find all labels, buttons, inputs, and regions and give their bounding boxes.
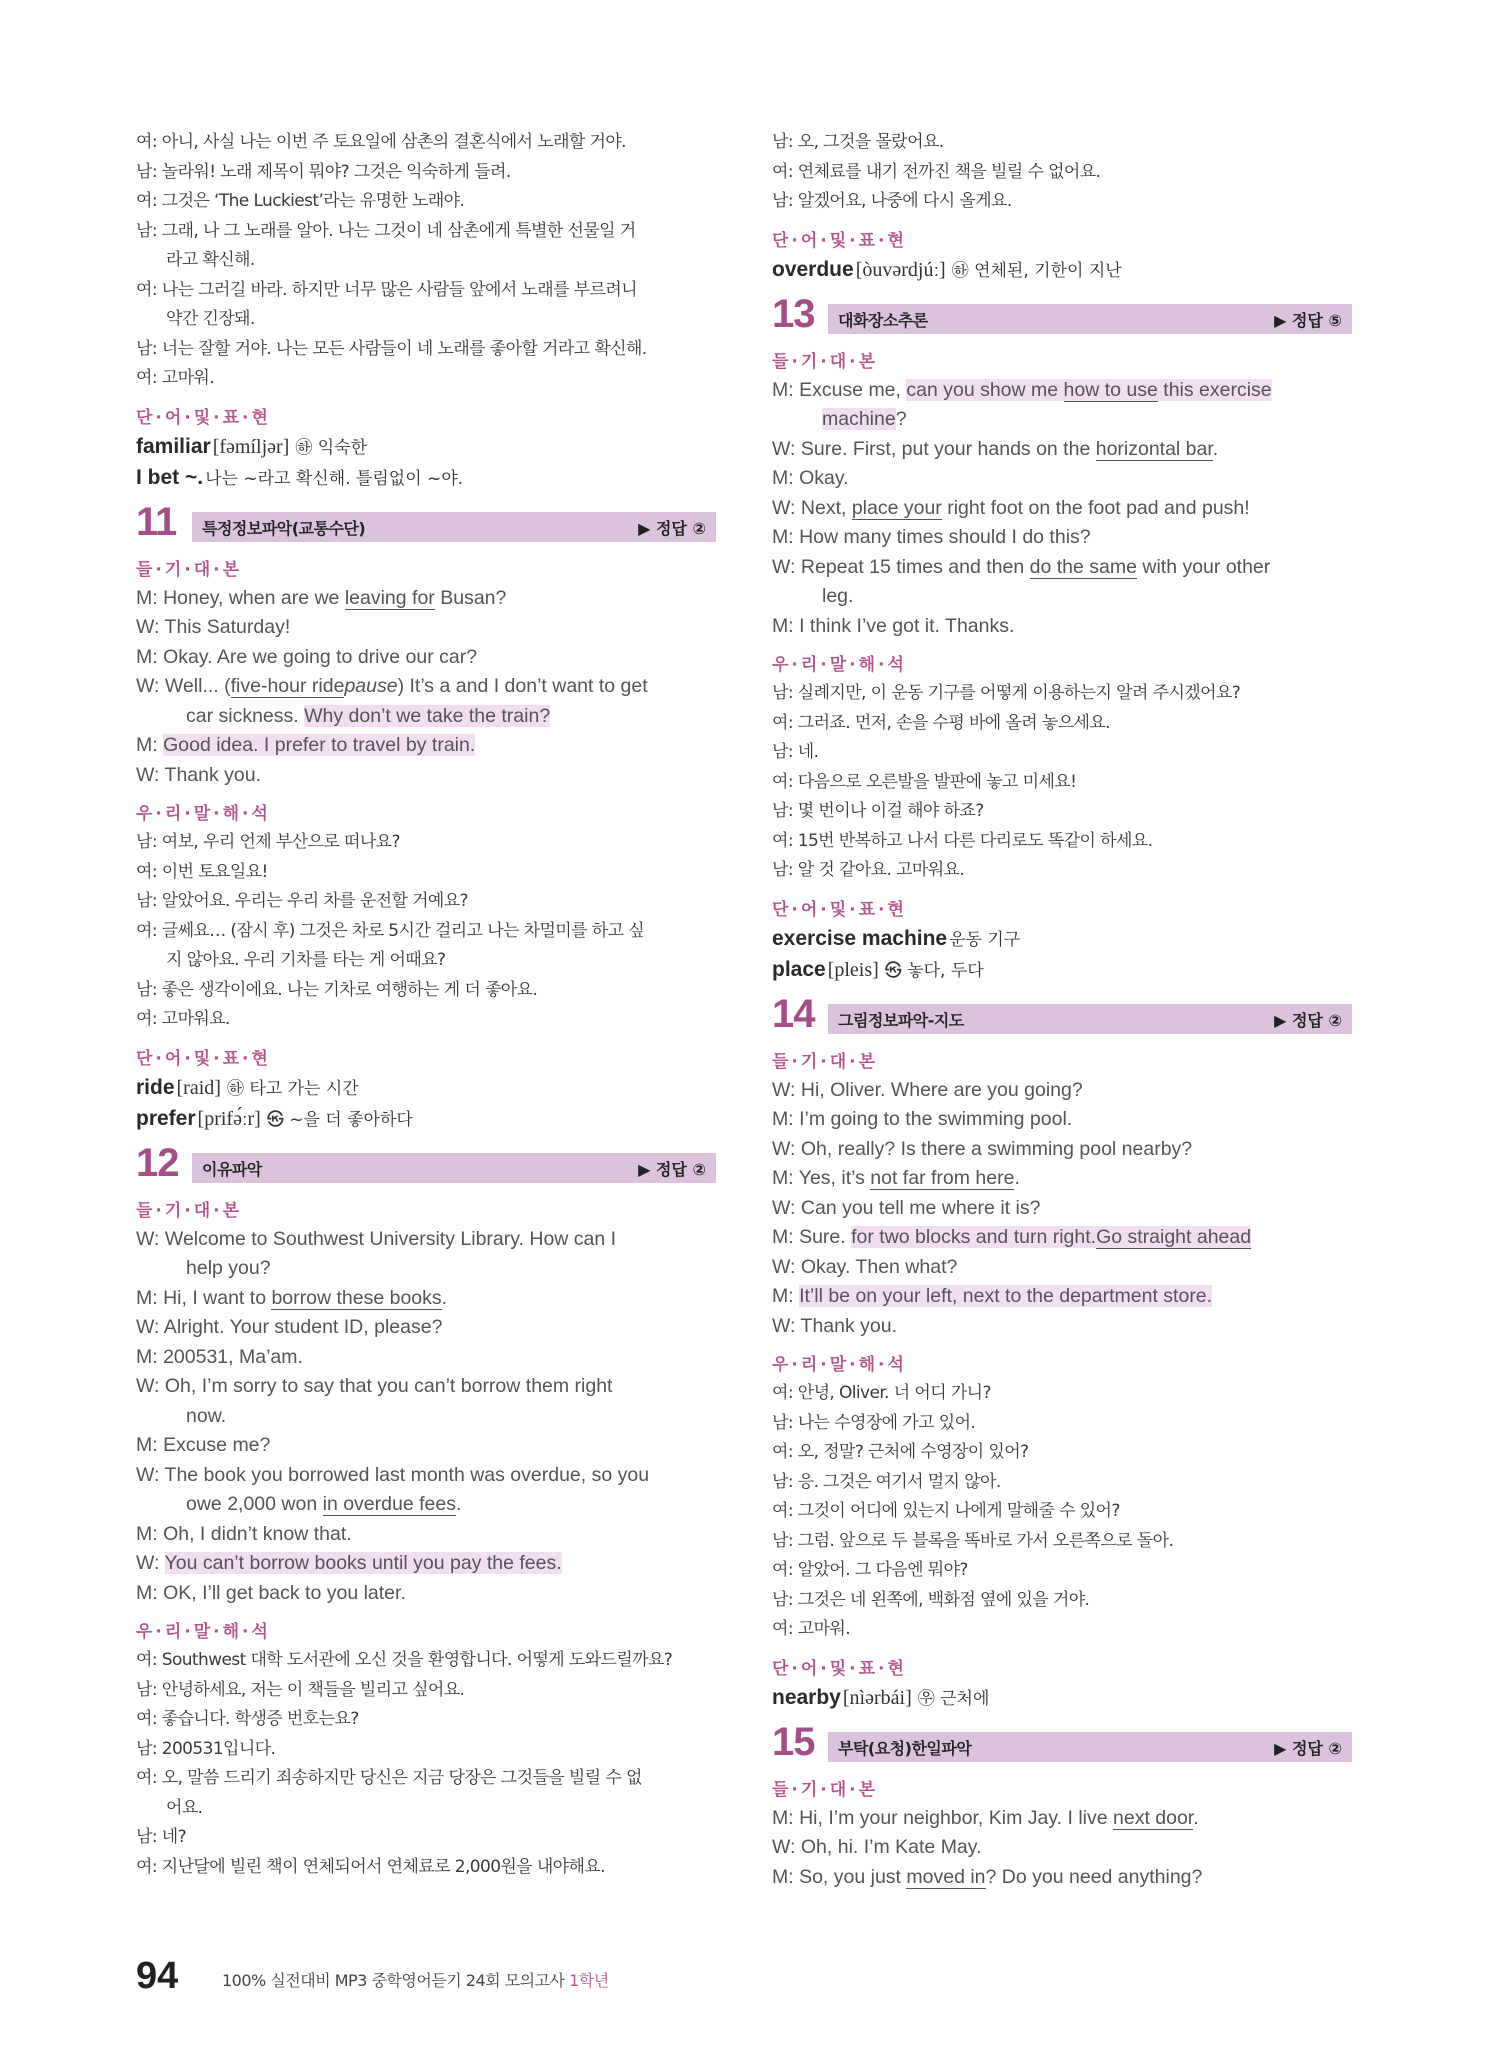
vocab-meaning: ㉻ 타고 가는 시간 [226,1078,359,1099]
script-text: M: Hi, I’m your neighbor, Kim Jay. I live [772,1806,1113,1829]
highlighted-answer: Why don’t we take the train? [304,704,551,727]
vocab-word: exercise machine [772,926,948,950]
vocab-entry [136,463,716,494]
highlighted-answer: It’ll be on your left, next to the department store. [799,1285,1213,1307]
question-header [772,291,1352,338]
translation-line: 남: 놀라워! 노래 제목이 뭐야? 그것은 익숙하게 들려. [136,161,511,182]
script-text: . [1212,437,1219,460]
script-text: M: Honey, when are we [136,586,345,609]
question-type-bar [192,1153,716,1183]
script-line [136,584,716,614]
highlighted-answer: You can’t borrow books until you pay the fees. [164,1552,562,1574]
translation-line: 남: 알겠어요, 나중에 다시 올게요. [772,191,1012,211]
script-text: W: Okay. Then what? [772,1255,958,1278]
script-text: W: Thank you. [772,1314,898,1337]
script-text: W: The book you borrowed last month was overdue, so you [136,1463,650,1486]
underlined-phrase: leaving for [344,586,435,609]
script-text: W: Oh, hi. I’m Kate May. [772,1836,982,1858]
vocab-meaning: ㉿ 놓다, 두다 [884,960,984,981]
script-text: car sickness. [186,704,305,727]
translation-line: 여: 안녕, Oliver. 너 어디 가니? [772,1383,991,1403]
translation-line: 어요. [166,1797,203,1818]
question-number: 12 [136,1140,179,1185]
script-text: M: [772,1285,800,1307]
translation-line: 남: 오, 그것을 몰랐어요. [772,132,944,152]
script-text: M: Yes, it’s [772,1167,871,1189]
translation-line: 여: 그것이 어디에 있는지 나에게 말해줄 수 있어? [772,1501,1120,1521]
script-line [772,1076,1352,1106]
vocab-meaning: ㉿ ~을 더 좋아하다 [266,1109,413,1130]
script-text: M: Okay. Are we going to drive our car? [136,645,478,668]
script-line [772,435,1352,465]
translation-line: 남: 나는 수영장에 가고 있어. [772,1412,976,1433]
underlined-phrase: borrow these books [271,1286,442,1309]
translation-line: 여: 나는 그러길 바라. 하지만 너무 많은 사람들 앞에서 노래를 부르려니 [136,279,637,300]
question-type-bar [828,304,1352,334]
question-header [772,991,1352,1038]
answer-label: ▶ 정답 ② [638,518,706,538]
script-line [136,672,716,702]
question-number: 15 [772,1719,815,1764]
script-text: M: I think I’ve got it. Thanks. [772,614,1015,637]
script-text: W: Hi, Oliver. Where are you going? [772,1078,1083,1101]
script-text: M: So, you just [772,1865,907,1888]
vocab-label: 단·어·및·표·현 [772,1658,907,1679]
script-line [136,1461,716,1491]
page-number: 94 [136,1955,179,1997]
underlined-phrase: do the same [1029,555,1137,578]
answer-label: ▶ 정답 ② [1274,1738,1342,1758]
translation-line: 라고 확신해. [166,250,255,270]
vocab-pronunciation: [nìərbái] [842,1686,912,1709]
script-text: M: How many times should I do this? [772,526,1091,548]
question-header [136,1140,716,1187]
underlined-phrase: five-hour ride [230,675,345,697]
highlighted-underlined-phrase: how to use [1063,378,1158,401]
script-text: Busan? [434,586,507,609]
underlined-phrase: place your [851,496,942,519]
question-number: 14 [772,991,815,1036]
answer-label: ▶ 정답 ② [638,1159,706,1179]
highlighted-answer: Good idea. I prefer to travel by train. [163,734,476,756]
translation-line: 남: 응. 그것은 여기서 멀지 않아. [772,1471,1001,1492]
vocab-pronunciation: [fəmíljər] [212,435,290,458]
vocab-pronunciation: [prifə́ːr] [197,1107,261,1130]
script-line [772,464,1352,494]
question-type-bar [828,1004,1352,1034]
translation-label: 우·리·말·해·석 [136,1622,271,1642]
translation-line: 여: 알았어. 그 다음엔 뭐야? [772,1560,968,1580]
vocab-word: familiar [136,434,211,458]
script-text: M: Oh, I didn’t know that. [136,1522,352,1545]
vocab-word: ride [136,1075,175,1099]
translation-line: 여: 오, 정말? 근처에 수영장이 있어? [772,1442,1029,1462]
script-line [772,376,1352,406]
vocab-label: 단·어·및·표·현 [772,230,907,251]
question-type: 이유파악 [202,1159,262,1179]
script-text: W: Oh, really? Is there a swimming pool nearby? [772,1137,1193,1160]
vocab-word: nearby [772,1685,841,1709]
script-label: 들·기·대·본 [772,1779,879,1800]
vocab-entry [772,255,1352,286]
question-type: 부탁(요청)한일파악 [838,1738,972,1758]
highlighted-answer: can you show me [906,378,1064,401]
script-line [136,1225,716,1255]
script-text: . [441,1286,448,1309]
vocab-pronunciation: [pleis] [827,958,879,981]
translation-line: 남: 그것은 네 왼쪽에, 백화점 옆에 있을 거야. [772,1589,1090,1610]
translation-line: 남: 실례지만, 이 운동 기구를 어떻게 이용하는지 알려 주시겠어요? [772,683,1241,703]
script-text: . [1193,1806,1199,1829]
translation-line: 여: 고마워요. [136,1009,230,1029]
script-line [136,761,716,791]
question-header [772,1719,1352,1766]
script-text: M: 200531, Ma’am. [136,1345,303,1368]
script-line [772,1105,1352,1135]
script-label: 들·기·대·본 [136,559,243,580]
vocab-word: place [772,957,826,981]
translation-line: 여: 고마워. [136,368,215,388]
script-text: W: This Saturday! [136,616,291,638]
question-number: 13 [772,291,815,336]
script-text: W: Oh, I’m sorry to say that you can’t borrow them right [136,1375,613,1397]
question-type: 그림정보파악-지도 [838,1010,964,1030]
script-text: ? Do you need anything? [985,1865,1203,1888]
vocab-meaning: 나는 ~라고 확신해. 틀림없이 ~야. [205,468,464,489]
highlighted-answer: for two blocks and turn right. [851,1226,1097,1248]
script-line [136,731,716,761]
script-text: M: [136,734,164,756]
answer-label: ▶ 정답 ② [1274,1010,1342,1030]
translation-line: 남: 그래, 나 그 노래를 알아. 나는 그것이 네 삼촌에게 특별한 선물일 거 [136,220,636,241]
question-header [136,499,716,546]
vocab-entry [772,1683,1352,1714]
script-text: W: Thank you. [136,763,262,786]
translation-line: 여: 아니, 사실 나는 이번 주 토요일에 삼촌의 결혼식에서 노래할 거야. [136,132,626,152]
translation-line: 남: 그럼. 앞으로 두 블록을 똑바로 가서 오른쪽으로 돌아. [772,1530,1174,1551]
vocab-entry [772,955,1352,986]
translation-label: 우·리·말·해·석 [772,655,907,675]
script-line [772,1312,1352,1342]
vocab-label: 단·어·및·표·현 [136,1048,271,1069]
script-label: 들·기·대·본 [136,1200,243,1221]
script-text: W: Repeat 15 times and then [772,555,1030,578]
script-line [136,702,716,732]
script-line [772,1194,1352,1224]
footer-title-text: 100% 실전대비 MP3 중학영어듣기 24회 모의고사 [222,1971,570,1990]
script-text: W: Well... ( [136,675,231,697]
script-line [136,1431,716,1461]
script-text: ) It’s a [397,675,456,697]
vocab-word: I bet ~. [136,465,204,489]
vocab-entry [136,1073,716,1104]
script-text: M: Sure. [772,1226,852,1248]
script-line [136,1343,716,1373]
question-type: 특정정보파악(교통수단) [202,518,366,538]
script-line [772,1135,1352,1165]
script-line [136,1549,716,1579]
footer-grade: 1학년 [569,1971,609,1990]
script-text: W: Next, [772,496,852,519]
translation-line: 남: 알았어요. 우리는 우리 차를 운전할 거예요? [136,891,468,911]
script-text: W: Sure. First, put your hands on the [772,437,1096,460]
translation-line: 여: 그러죠. 먼저, 손을 수평 바에 올려 놓으세요. [772,712,1110,733]
vocab-pronunciation: [raid] [176,1076,221,1099]
vocab-entry [136,1104,716,1135]
vocab-entry [136,432,716,463]
translation-line: 여: 연체료를 내기 전까진 책을 빌릴 수 없어요. [772,161,1101,182]
script-text: now. [186,1404,227,1427]
translation-line: 남: 여보, 우리 언제 부산으로 떠나요? [136,832,400,852]
underlined-phrase: next door [1113,1806,1194,1829]
translation-line: 약간 긴장돼. [166,309,255,329]
script-line [772,1282,1352,1312]
script-text: W: Alright. Your student ID, please? [136,1316,443,1338]
script-text: M: Okay. [772,467,849,489]
translation-line: 남: 안녕하세요, 저는 이 책들을 빌리고 싶어요. [136,1679,465,1700]
highlighted-answer: machine [822,408,896,430]
script-text: . [1014,1167,1020,1189]
question-type-bar [828,1732,1352,1762]
script-line [772,523,1352,553]
script-label: 들·기·대·본 [772,1051,879,1072]
translation-line: 남: 몇 번이나 이걸 해야 하죠? [772,801,984,821]
script-label: 들·기·대·본 [772,351,879,372]
question-type-bar [192,512,716,542]
script-text: W: [136,1552,165,1574]
script-line [772,582,1352,612]
script-line [772,553,1352,583]
underlined-phrase: horizontal bar [1095,437,1213,460]
script-line [136,1490,716,1520]
question-number: 11 [136,499,177,544]
script-line [772,494,1352,524]
script-line [772,1253,1352,1283]
script-text: leg. [822,585,854,607]
translation-line: 남: 네. [772,742,819,762]
script-text: help you? [186,1257,271,1279]
vocab-label: 단·어·및·표·현 [772,899,907,920]
translation-line: 여: 글쎄요… (잠시 후) 그것은 차로 5시간 걸리고 나는 차멀미를 하고 싶 [136,920,645,941]
script-line [136,1313,716,1343]
vocab-entry [772,924,1352,955]
script-line [772,1833,1352,1863]
script-text: W: Welcome to Southwest University Library. How can I [136,1227,617,1250]
translation-line: 여: 이번 토요일요! [136,861,268,882]
translation-line: 지 않아요. 우리 기차를 타는 게 어때요? [166,950,446,970]
script-line [772,612,1352,642]
vocab-meaning: ㉾ 근처에 [917,1688,990,1709]
translation-label: 우·리·말·해·석 [136,804,271,824]
underlined-phrase: moved in [906,1865,986,1888]
translation-label: 우·리·말·해·석 [772,1355,907,1375]
script-line [772,1804,1352,1834]
highlighted-underlined-phrase: Go straight ahead [1096,1226,1252,1248]
script-text: pause [344,675,398,697]
vocab-label: 단·어·및·표·현 [136,407,271,428]
script-line [136,1520,716,1550]
footer-book-title [222,1968,609,1991]
translation-line: 남: 200531입니다. [136,1738,276,1759]
vocab-pronunciation: [òuvərdjúː] [855,258,946,281]
translation-line: 남: 네? [136,1827,186,1847]
underlined-phrase: not far from here [870,1167,1015,1189]
translation-line: 여: 지난달에 빌린 책이 연체되어서 연체료로 2,000원을 내야해요. [136,1856,605,1877]
script-line [772,1863,1352,1893]
translation-line: 여: 고마워. [772,1619,851,1639]
script-line [772,405,1352,435]
script-text: with your other [1136,555,1271,578]
translation-line: 남: 알 것 같아요. 고마워요. [772,860,965,880]
script-line [136,1579,716,1609]
script-line [136,613,716,643]
script-text: . [455,1493,462,1515]
translation-line: 여: 좋습니다. 학생증 번호는요? [136,1709,359,1729]
translation-line: 여: 15번 반복하고 나서 다른 다리로도 똑같이 하세요. [772,830,1153,851]
answer-label: ▶ 정답 ⑤ [1274,310,1342,330]
translation-line: 남: 너는 잘할 거야. 나는 모든 사람들이 네 노래를 좋아할 거라고 확신해. [136,338,647,359]
script-text: M: Hi, I want to [136,1286,272,1309]
script-text: M: Excuse me? [136,1434,271,1456]
vocab-meaning: ㉻ 연체된, 기한이 지난 [951,260,1122,281]
vocab-meaning: ㉻ 익숙한 [295,437,367,458]
script-line [136,1372,716,1402]
script-text: owe 2,000 won [186,1493,323,1515]
script-line [136,1402,716,1432]
translation-line: 여: 오, 말씀 드리기 죄송하지만 당신은 지금 당장은 그것들을 빌릴 수 없 [136,1768,642,1788]
translation-line: 여: 그것은 ‘The Luckiest’라는 유명한 노래야. [136,191,465,211]
script-text: M: I’m going to the swimming pool. [772,1108,1073,1130]
vocab-word: overdue [772,257,854,281]
translation-line: 여: Southwest 대학 도서관에 오신 것을 환영합니다. 어떻게 도와드릴까요? [136,1650,673,1670]
script-line [136,1284,716,1314]
script-text: and I don’t want to get [455,675,648,697]
script-line [136,643,716,673]
script-text: M: OK, I’ll get back to you later. [136,1581,406,1604]
script-line [772,1164,1352,1194]
script-text: ? [895,408,907,430]
script-text: right foot on the foot pad and push! [941,496,1250,519]
highlighted-answer: this exercise [1157,378,1272,401]
underlined-phrase: in overdue fees [322,1493,456,1515]
vocab-word: prefer [136,1106,196,1130]
script-line [136,1254,716,1284]
translation-line: 남: 좋은 생각이에요. 나는 기차로 여행하는 게 더 좋아요. [136,979,538,1000]
question-type: 대화장소추론 [838,310,928,330]
left-column [136,128,716,1882]
script-text: M: Excuse me, [772,378,907,401]
translation-line: 여: 다음으로 오른발을 발판에 놓고 미세요! [772,771,1077,792]
script-line [772,1223,1352,1253]
vocab-meaning: 운동 기구 [949,929,1021,950]
right-column [772,128,1352,1892]
script-text: W: Can you tell me where it is? [772,1196,1041,1219]
